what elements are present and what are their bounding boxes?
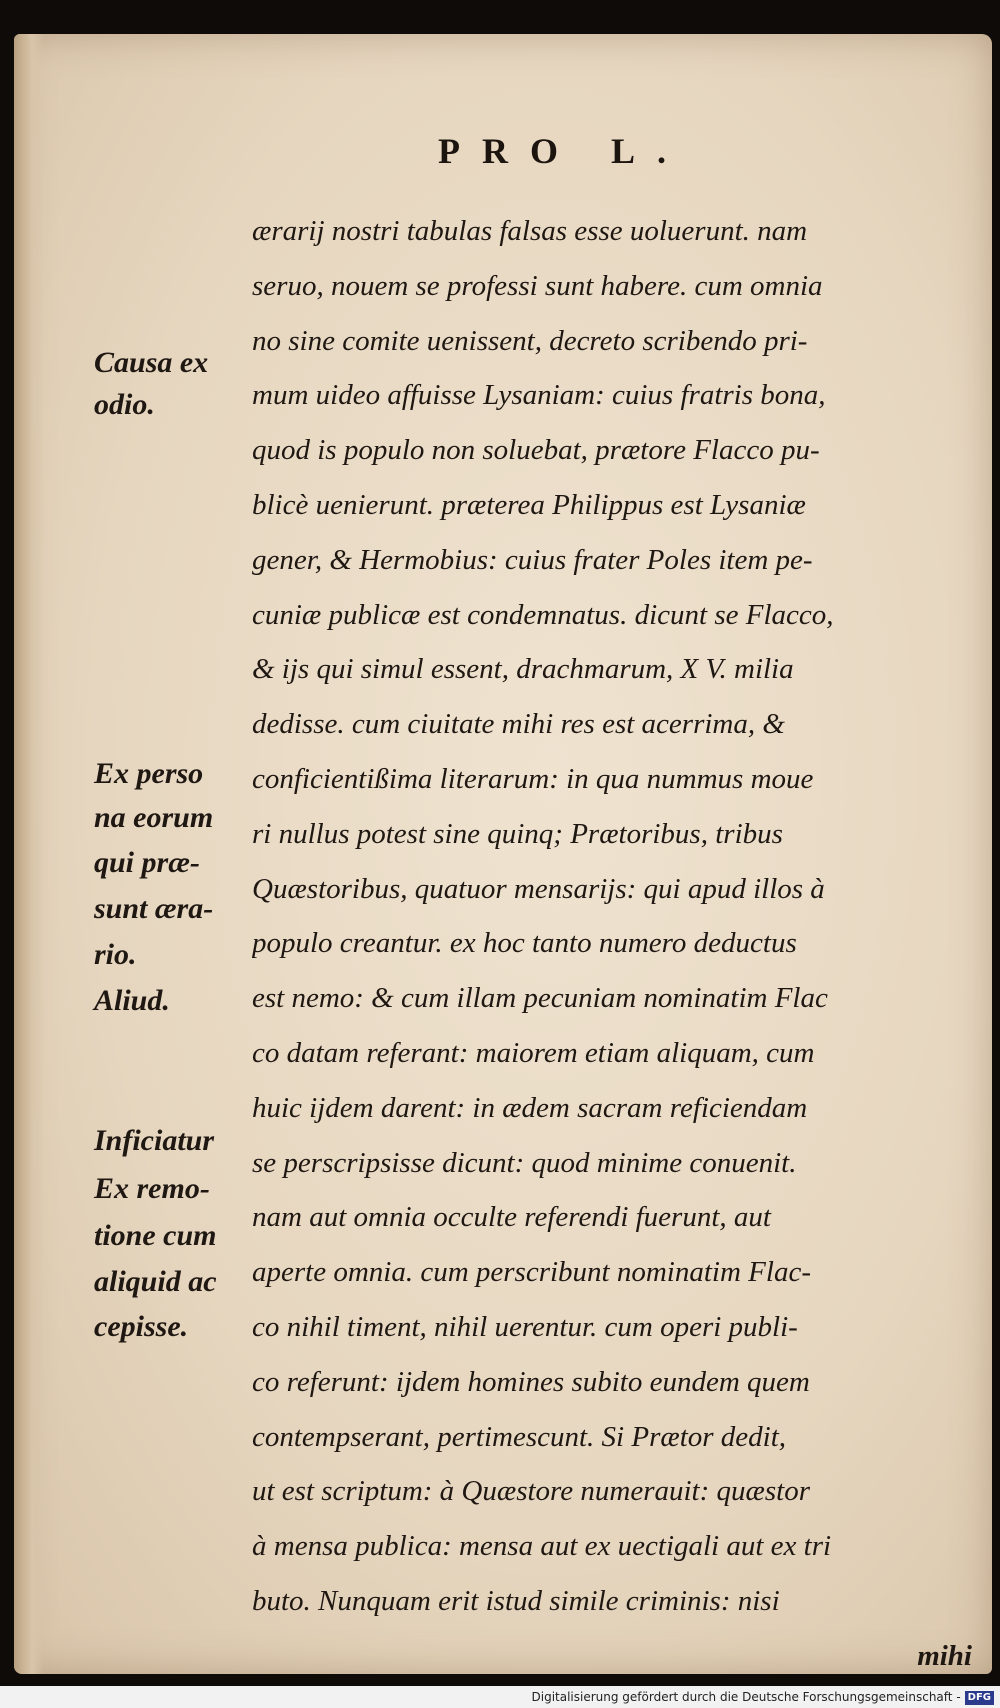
text-line: à mensa publica: mensa aut ex uectigali aut ex tri [252, 1530, 832, 1563]
margin-note: Causa ex [94, 346, 209, 379]
margin-note: sunt æra- [94, 892, 214, 925]
text-line: seruo, nouem se professi sunt habere. cum omnia [252, 269, 823, 302]
digitization-footer [0, 1686, 1000, 1708]
margin-note: cepisse. [94, 1310, 189, 1343]
text-line: & ijs qui simul essent, drachmarum, X V. milia [252, 653, 794, 686]
margin-note: Ex perso [94, 757, 204, 790]
text-line: cuniæ publicæ est condemnatus. dicunt se Flacco, [252, 598, 834, 631]
margin-note: odio. [94, 388, 155, 421]
text-line: blicè uenierunt. præterea Philippus est Lysaniæ [252, 488, 806, 521]
page-spine-shadow [14, 34, 44, 1674]
text-line: ri nullus potest sine quinq; Prætoribus, tribus [252, 817, 783, 850]
text-line: buto. Nunquam erit istud simile criminis: nisi [252, 1584, 780, 1617]
text-line: ut est scriptum: à Quæstore numerauit: quæstor [252, 1475, 810, 1508]
footer-text: Digitalisierung gefördert durch die Deutsche Forschungsgemeinschaft - [531, 1690, 961, 1704]
text-line: quod is populo non soluebat, prætore Flacco pu- [252, 434, 820, 467]
margin-note: tione cum [94, 1219, 217, 1252]
text-line: huic ijdem darent: in ædem sacram reficiendam [252, 1091, 808, 1124]
text-line: no sine comite uenissent, decreto scribendo pri- [252, 324, 808, 357]
text-line: co referunt: ijdem homines subito eundem quem [252, 1365, 810, 1398]
text-line: est nemo: & cum illam pecuniam nominatim Flac [252, 982, 828, 1015]
margin-note: Inficiatur [94, 1124, 215, 1157]
main-text-block [252, 204, 972, 1684]
text-line: Quæstoribus, quatuor mensarijs: qui apud illos à [252, 872, 825, 905]
margin-note: na eorum [94, 801, 214, 834]
text-line: se perscripsisse dicunt: quod minime conuenit. [252, 1146, 797, 1179]
text-line: populo creantur. ex hoc tanto numero deductus [252, 927, 797, 960]
margin-note: aliquid ac [94, 1265, 217, 1298]
margin-note: rio. [94, 938, 137, 971]
text-line: ærarij nostri tabulas falsas esse uoluerunt. nam [252, 215, 808, 247]
text-line: aperte omnia. cum perscribunt nominatim Flac- [252, 1256, 811, 1289]
text-line: co datam referant: maiorem etiam aliquam, cum [252, 1036, 815, 1069]
book-page [14, 34, 992, 1674]
text-line: gener, & Hermobius: cuius frater Poles item pe- [252, 543, 813, 576]
margin-note: Ex remo- [94, 1172, 210, 1205]
margin-note: qui præ- [94, 846, 200, 879]
text-line: contempserant, pertimescunt. Si Prætor dedit, [252, 1420, 787, 1453]
margin-note: Aliud. [94, 984, 170, 1017]
catchword: mihi [917, 1639, 972, 1672]
text-line: mum uideo affuisse Lysaniam: cuius fratris bona, [252, 379, 826, 412]
text-line: conficientißima literarum: in qua nummus moue [252, 762, 814, 795]
text-line: nam aut omnia occulte referendi fuerunt, aut [252, 1201, 771, 1234]
text-line: dedisse. cum ciuitate mihi res est acerrima, & [252, 708, 785, 741]
running-header: PRO L. [437, 131, 688, 171]
dfg-logo-icon: DFG [965, 1691, 994, 1705]
text-line: co nihil timent, nihil uerentur. cum operi publi- [252, 1310, 798, 1343]
